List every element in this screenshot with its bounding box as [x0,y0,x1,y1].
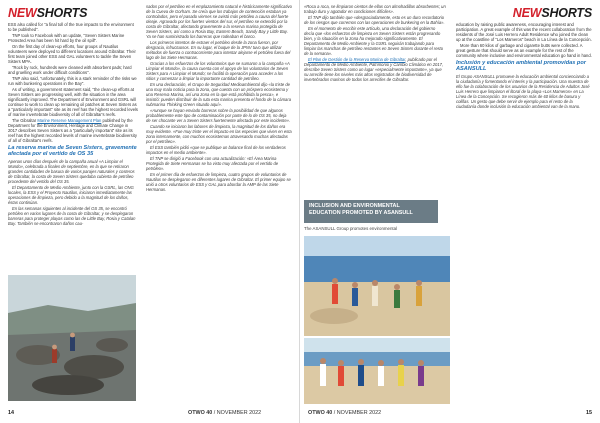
page-number-left: 14 [8,410,14,416]
paragraph: En el momento de escribir este artículo, una declaración del gobierno decía que «los esfuerzos de limpieza en Seven Sisters están progresando bien, y la situación en la zona ha mejorado significativamente. El Departamento de Medio Ambiente y la GSRL seguirán trabajando para limpiar las manchas de petróleo restantes en Seven Sisters durante el resto de la semana». [304,25,444,57]
paragraph: El TNP dijo también que «desgraciadamente, esto es un duro recordatorio de los riesgos que corremos con las operaciones de bunkering en la Bahía». [304,14,445,25]
masthead-new: NEW [512,6,542,20]
right-column-1 [304,4,446,83]
paragraph-with-link [8,118,138,143]
paragraph: sados por el petróleo en el emplazamiento natural e históricamente significativo de la Cueva de Gorham. Se creía que los trabajos de contención estaban ya controlados, pero el pasado viernes se avistó más petróleo a causa del fuerte oleaje. Agravado por los fuertes vientos del sur, el petróleo se extendió por la costa de Gibraltar, afectando gravemente a la reserva marina protegida de Seven Sisters, así como a Rosia Bay, Eastern Beach, Sandy Bay y Little Bay. Ya se han suministrado los barreras que rodeaban el barco. [146,4,292,40]
paragraph: Los primeros intentos de extraer el petróleo desde la zona fueron, por desgracia, infructuosos. En su lugar, el buque de la JPNV tuvo que utilizar métodos de fuerza o contracorriente para intentar alejarse el petróleo fuera del lago de las Siete Hermanas. [146,40,291,61]
marine-reserve-plan-link[interactable]: Marine Reserve Management Plan [37,117,102,123]
link-suffix: published by the Department for the Environment, Heritage and Climate Change in 2017 describes Seven Sisters as a "particularly important" site as its reef has the highest recorded levels of marine invertebrate biodiversity of all of Gibraltar's reefs. [8,117,137,143]
group-cleanup-photo [304,338,450,404]
paragraph: En las semanas siguientes al incidente del OS 35, se encontró petróleo en varios lugares de la costa de Gibraltar, y se desplegaron barreras para proteger playas como las de Little Bay, Rosia y Catalan Bay. También se encontraron daños cau- [8,205,136,226]
paragraph: TNP also said, "unfortunately, this is a stark reminder of the risks we run with bunkering operations in the Bay". [8,75,137,86]
left-column-1 [8,22,138,227]
masthead-left [8,7,87,20]
issue-date: NOVEMBER 2022 [336,410,382,416]
paragraph: El Departamento de Medio Ambiente, junto con la GSRL, las ONG locales, la ESS y el Proyecto Nautilus, iniciaron inmediatamente las operaciones de limpieza, pero debido a la magnitud de los daños, éstas continúan. [8,184,134,205]
paragraph: El TNP se dirigió a Facebook con una actualización: «El Área Marina Protegida de Siete Hermanas se ha visto muy afectada por el vertido de petróleo». [146,155,279,172]
caption-text: The ASANSULL Group promotes environmental [304,226,398,231]
paragraph: As of writing, a government statement said, "the clean-up efforts at Seven Sisters are progressing well, with the situation in the area significantly improved. The Department of Environment and GSRL will continue to work to clean up remaining oil patches at Seven Sisters as a "particularly important" site as its reef has the highest recorded levels of marine invertebrate biodiversity of all of Gibraltar's reefs. [8,86,138,117]
masthead-right [513,7,592,20]
left-column-2 [146,4,292,193]
plan-gestion-link[interactable]: El Plan de Gestión de la Reserva Marina de Gibraltar [308,56,406,62]
spanish-heading-left: La reserva marina de Seven Sisters, gravemente afectada por el vertido de OS 35 [8,144,137,158]
paragraph: ESS also called for "a final toll of the true impacts to the environment to be published". [8,22,134,33]
footer-right-mag [308,410,381,416]
coastline-cleanup-photo [8,275,136,401]
magazine-name: OTWO 40 [188,410,213,416]
magazine-name: OTWO 40 [308,410,333,416]
link-suffix: , publicado por el Departamento de Medio Ambiente, Patrimonio y Cambio Climático en 2017, describe Seven Sisters como un lugar «especialmente importante», ya que su arrecife tiene los niveles más altos registrados de biodiversidad de invertebrados marinos de todos los arrecifes de Gibraltar. [304,56,444,83]
masthead-shorts: SHORTS [36,6,88,20]
caption-line-1: INCLUSION AND ENVIRONMENTAL [309,203,400,209]
paragraph-with-link [304,57,446,82]
beach-volunteers-photo [304,236,450,336]
page-number-right: 15 [586,410,592,416]
caption-box [304,200,438,223]
paragraph: «Aunque se hayan enviado barreras sobre la posibilidad de que algunos probablemente este tipo de contaminación por parte de lo de OS 35, no deja de ser chocante ver a Seven Sisters fuertemente afectada por este incidente». [146,108,291,124]
paragraph: On the first day of clean-up efforts, four groups of Nautilus volunteers were deployed to different locations around Gibraltar. Their first team joined other ESS and GAL volunteers to tackle the Seven Sisters MPA. [8,43,136,64]
paragraph: Cuando se iniciaron las labores de limpieza, la magnitud de los daños era muy evidente. «Fue muy triste ver el impacto en las especies que viven en esta zona internamente, con muchos ecosistemas atravesando muchas afectadas por el petróleo». [146,124,292,145]
masthead-new: NEW [8,6,37,20]
caption-line-2: EDUCATION PROMOTED BY ASANSULL [309,209,413,216]
footer-left-mag [188,410,261,416]
masthead-shorts: SHORTS [541,6,592,20]
paragraph: TNP took to Facebook with an update, "Seven Sisters Marine Protected Area has been hit hard by the oil spill". [8,32,125,43]
right-page [300,0,600,423]
paragraph: En el primer día de esfuerzos de limpieza, cuatro grupos de voluntarios de Nautilus se desplegaron en diferentes lugares de Gibraltar. El primer equipo se unió a otros voluntarios de ESS y GAL para abordar la AMP de las Siete Hermanas. [146,171,291,193]
issue-date: NOVEMBER 2022 [216,410,262,416]
paragraph: El ESS también pidió «que se publique un balance final de los verdaderos impactos en el medio ambiente». [146,145,286,156]
paragraph: Apenas unos días después de la campaña anual «A Limpiar el Mundo», celebrada a finales de septiembre, en la que se retiraron grandes cantidades de basura de varios parajes naturales y costeros de Gibraltar, la costa de Seven Sisters quedaba cubierta de petróleo procedente del vertido del OS 35. [8,158,135,184]
footer-left [8,410,14,416]
spanish-heading-right: Inclusión y educación ambiental promovidas por ASANSULL [456,60,586,73]
paragraph: El Grupo ASANSULL promueve la educación ambiental concienciando a la ciudadanía y fomentando el interés y la participación. Una muestra de ello fue la colaboración de los usuarios de la Residencia de Adultos José Luis Herrero que limpiaron el litoral de la playa «Los Mameros» en La Línea de la Concepción. Se recogieron más de 60 kilos de basura y colillas. Un gesto que debe servir de ejemplo para el resto de la ciudadanía donde inclusión la educación ambiental van de la mano. [456,74,590,110]
paragraph: "Rock by rock, hundreds were cleaned with absorbent pads; hard and gruelling work under difficult conditions". [8,64,132,75]
link-prefix: The Gibraltar [12,117,38,123]
paragraph: Gracias a los esfuerzos de los voluntarios que se sumaron a la campaña «A Limpiar el Mundo», la causa cuenta con el apoyo de los voluntarios de Seven Sisters para A Limpiar el Mundo; se facilitó la operación para acceder a los sitios y comenzar a limpiar la importante cantidad de petróleo. [146,61,290,82]
separator: / [332,410,337,416]
paragraph: education by raising public awareness, encouraging interest and participation. A great example of this was the recent collaboration from the residents of the José Luis Herrero Adult Residence who joined the clean up at the coastline of "Los Mameros" beach in La Línea de la Concepción. [456,22,592,43]
right-column-2 [456,22,592,110]
separator: / [212,410,217,416]
paragraph: More than 60 kilos of garbage and cigarette butts were collected. A great gesture that should serve as an example for the rest of the community where inclusive and environmental education go hand in hand. [456,42,592,59]
paragraph: «Roca a roca, se limpiaron cientos de ellas con almohadillas absorbentes; un trabajo duro y agotador en condiciones difíciles». [304,4,446,15]
paragraph: En una declaración, el Grupo de Seguridad Medioambiental dijo «la triste de una muy mala noticia para la zona, que cuenta con un próspero ecosistema y una Reserva Marina, así una zona en la que está prohibida la pesca», e insistió: pueden distribuir de la ruta esta marina presenta el fondo de la cámara submarina Thinking Green situado aquí». [146,82,292,108]
footer-right [586,410,592,416]
